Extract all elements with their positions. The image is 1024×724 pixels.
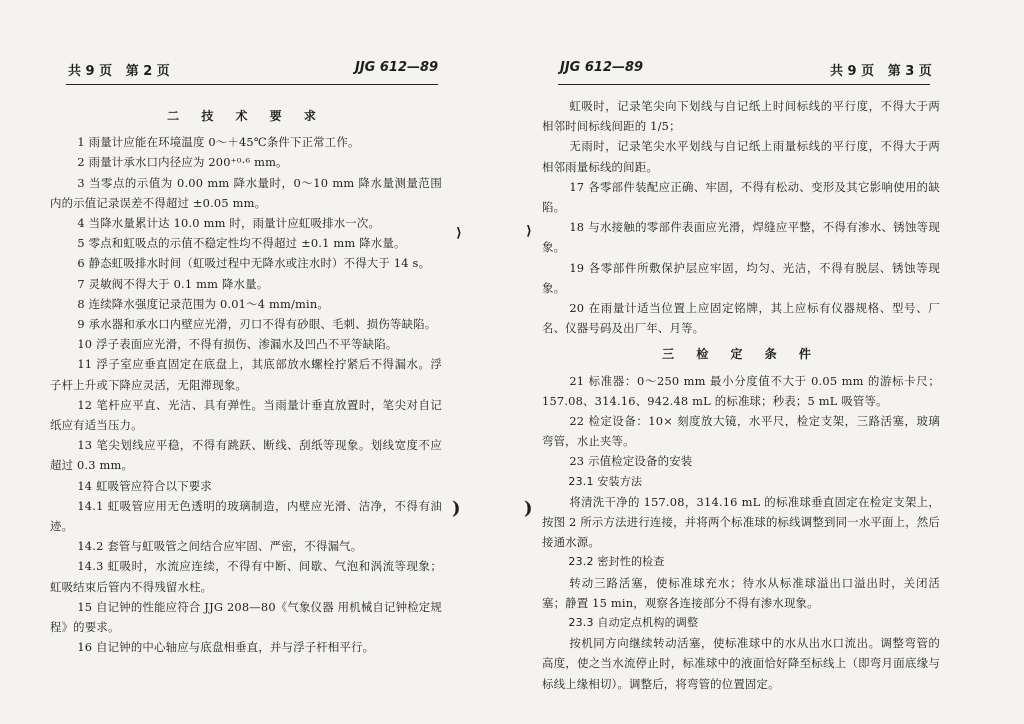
section-title-conditions: 三 检 定 条 件 xyxy=(662,347,820,362)
clause-1: 1 雨量计应能在环境温度 0～＋45℃条件下正常工作。 xyxy=(77,135,360,150)
clause-10: 10 浮子表面应光滑，不得有损伤、渗漏水及凹凸不平等缺陷。 xyxy=(77,337,398,352)
clause-12: 12 笔杆应平直、光洁、具有弹性。当雨量计垂直放置时，笔尖对自记纸应有适当压力。 xyxy=(50,397,442,433)
clause-16-norain: 无雨时，记录笔尖水平划线与自记纸上雨量标线的平行度，不得大于两相邻雨量标线的间距。 xyxy=(542,139,940,174)
clause-14-2: 14.2 套管与虹吸管之间结合应牢固、严密，不得漏气。 xyxy=(77,539,363,554)
clause-23-3-text: 按机同方向继续转动活塞，使标准球中的水从出水口流出。调整弯管的高度，使之当水流停止时，标准球中的液面恰好降至标线上（即弯月面底缘与标线上缘相切）。调整后，将弯管的位置固定。 xyxy=(542,636,940,691)
clause-3: 3 当零点的示值为 0.00 mm 降水量时，0～10 mm 降水量测量范围内的示值记录误差不得超过 ±0.05 mm。 xyxy=(50,175,442,210)
clause-16: 16 自记钟的中心轴应与底盘相垂直，并与浮子杆相平行。 xyxy=(77,640,375,655)
clause-7: 7 灵敏阀不得大于 0.1 mm 降水量。 xyxy=(77,276,269,291)
scan-paren-mark: ) xyxy=(452,498,461,519)
clause-23-2-heading: 23.2 密封性的检查 xyxy=(568,555,665,569)
clause-23: 23 示值检定设备的安装 xyxy=(569,454,693,469)
clause-23-1-heading: 23.1 安装方法 xyxy=(568,474,643,488)
clause-9: 9 承水器和承水口内壁应光滑，刃口不得有砂眼、毛刺、损伤等缺陷。 xyxy=(77,317,437,332)
clause-14-3: 14.3 虹吸时，水流应连续，不得有中断、间歇、气泡和涡流等现象；虹吸结束后管内不得残留水柱。 xyxy=(50,559,442,594)
left-standard-code: JJG 612—89 xyxy=(355,60,439,75)
right-page-count: 共 9 页 第 3 页 xyxy=(830,64,932,79)
left-header-rule xyxy=(66,84,438,85)
clause-23-1-text: 将清洗干净的 157.08，314.16 mL 的标准球垂直固定在检定支架上，按图 2 所示方法进行连接，并将两个标准球的标线调整到同一水平面上，然后接通水源。 xyxy=(542,494,940,550)
clause-18: 18 与水接触的零部件表面应光滑，焊缝应平整，不得有渗水、锈蚀等现象。 xyxy=(542,220,940,255)
clause-13: 13 笔尖划线应平稳，不得有跳跃、断线、刮纸等现象。划线宽度不应超过 0.3 mm。 xyxy=(50,438,442,473)
left-page-count: 共 9 页 第 2 页 xyxy=(68,64,170,79)
scan-bracket-mark: ⟩ xyxy=(456,226,462,241)
clause-2: 2 雨量计承水口内径应为 200⁺⁰·⁶ mm。 xyxy=(77,155,288,170)
clause-15: 15 自记钟的性能应符合 JJG 208—80《气象仪器 用机械自记钟检定规程》的要求。 xyxy=(50,599,442,635)
clause-17: 17 各零部件装配应正确、牢固，不得有松动、变形及其它影响使用的缺陷。 xyxy=(542,179,940,215)
clause-11: 11 浮子室应垂直固定在底盘上，其底部放水螺栓拧紧后不得漏水。浮子杆上升或下降应灵活，无阻滞现象。 xyxy=(50,357,442,392)
clause-23-3-heading: 23.3 自动定点机构的调整 xyxy=(568,616,699,630)
clause-20: 20 在雨量计适当位置上应固定铭牌，其上应标有仪器规格、型号、厂名、仪器号码及出厂年、月等。 xyxy=(542,301,940,336)
clause-14-1: 14.1 虹吸管应用无色透明的玻璃制造，内壁应光滑、洁净，不得有油迹。 xyxy=(50,498,442,534)
section-title-technical: 二 技 术 要 求 xyxy=(167,109,325,123)
clause-6: 6 静态虹吸排水时间（虹吸过程中无降水或注水时）不得大于 14 s。 xyxy=(77,256,431,271)
clause-4: 4 当降水量累计达 10.0 mm 时，雨量计应虹吸排水一次。 xyxy=(77,216,381,231)
right-header-rule xyxy=(558,84,930,85)
right-page xyxy=(512,0,1024,724)
clause-8: 8 连续降水强度记录范围为 0.01～4 mm/min。 xyxy=(77,296,329,311)
clause-22: 22 检定设备：10× 刻度放大镜，水平尺，检定支架，三路活塞，玻璃弯管，水止夹等。 xyxy=(542,414,940,449)
clause-23-2-text: 转动三路活塞，使标准球充水；待水从标准球溢出口溢出时，关闭活塞；静置 15 min，观察各连接部分不得有渗水现象。 xyxy=(542,575,940,610)
right-standard-code: JJG 612—89 xyxy=(560,60,644,75)
clause-14: 14 虹吸管应符合以下要求 xyxy=(77,478,212,493)
left-page-body xyxy=(50,104,442,657)
clause-21: 21 标准器：0～250 mm 最小分度值不大于 0.05 mm 的游标卡尺；157.08、314.16、942.48 mL 的标准球；秒表；5 mL 吸管等。 xyxy=(542,373,940,408)
clause-5: 5 零点和虹吸点的示值不稳定性均不得超过 ±0.1 mm 降水量。 xyxy=(77,236,406,251)
scan-bracket-mark-right: ⟩ xyxy=(526,224,532,239)
clause-19: 19 各零部件所敷保护层应牢固，均匀、光洁，不得有脱层、锈蚀等现象。 xyxy=(542,260,940,295)
right-page-body xyxy=(542,96,940,694)
clause-16-siphon: 虹吸时，记录笔尖向下划线与自记纸上时间标线的平行度，不得大于两相邻时间标线间距的 1/5； xyxy=(542,99,940,134)
scan-paren-mark-right: ) xyxy=(524,498,533,519)
